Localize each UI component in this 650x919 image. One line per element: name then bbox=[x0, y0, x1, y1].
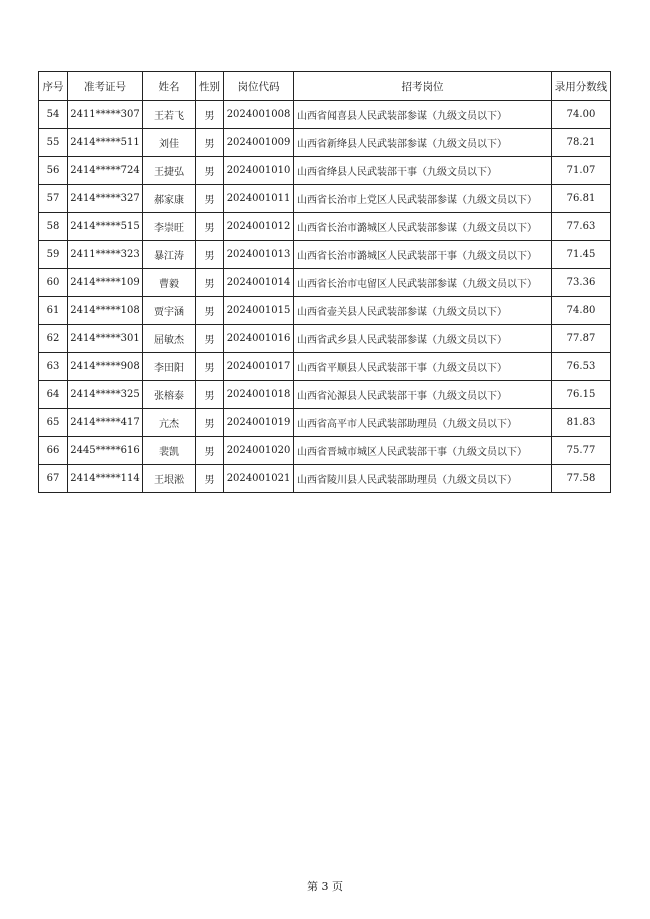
cell-exam-id: 2414*****114 bbox=[68, 465, 143, 493]
cell-index: 62 bbox=[39, 325, 68, 353]
cell-index: 63 bbox=[39, 353, 68, 381]
cell-post: 山西省绛县人民武装部干事（九级文员以下） bbox=[294, 157, 552, 185]
cell-post-code: 2024001009 bbox=[224, 129, 294, 157]
cell-gender: 男 bbox=[196, 325, 224, 353]
cell-score: 76.81 bbox=[552, 185, 611, 213]
cell-exam-id: 2414*****301 bbox=[68, 325, 143, 353]
cell-post-code: 2024001018 bbox=[224, 381, 294, 409]
cell-exam-id: 2414*****108 bbox=[68, 297, 143, 325]
col-header-exam-id: 准考证号 bbox=[68, 72, 143, 101]
table-row bbox=[39, 101, 611, 129]
table-row bbox=[39, 157, 611, 185]
cell-post-code: 2024001019 bbox=[224, 409, 294, 437]
cell-post: 山西省长治市屯留区人民武装部参谋（九级文员以下） bbox=[294, 269, 552, 297]
cell-gender: 男 bbox=[196, 409, 224, 437]
cell-post: 山西省长治市上党区人民武装部参谋（九级文员以下） bbox=[294, 185, 552, 213]
cell-index: 54 bbox=[39, 101, 68, 129]
cell-exam-id: 2414*****515 bbox=[68, 213, 143, 241]
cell-post: 山西省高平市人民武装部助理员（九级文员以下） bbox=[294, 409, 552, 437]
cell-index: 66 bbox=[39, 437, 68, 465]
cell-post: 山西省壶关县人民武装部参谋（九级文员以下） bbox=[294, 297, 552, 325]
cell-name: 亢杰 bbox=[143, 409, 196, 437]
cell-post: 山西省晋城市城区人民武装部干事（九级文员以下） bbox=[294, 437, 552, 465]
table-row bbox=[39, 409, 611, 437]
cell-score: 78.21 bbox=[552, 129, 611, 157]
cell-score: 73.36 bbox=[552, 269, 611, 297]
cell-gender: 男 bbox=[196, 437, 224, 465]
cell-gender: 男 bbox=[196, 101, 224, 129]
cell-gender: 男 bbox=[196, 213, 224, 241]
header-row bbox=[39, 72, 611, 101]
col-header-post: 招考岗位 bbox=[294, 72, 552, 101]
cell-score: 76.53 bbox=[552, 353, 611, 381]
cell-score: 81.83 bbox=[552, 409, 611, 437]
cell-post-code: 2024001020 bbox=[224, 437, 294, 465]
cell-gender: 男 bbox=[196, 297, 224, 325]
cell-index: 55 bbox=[39, 129, 68, 157]
cell-gender: 男 bbox=[196, 465, 224, 493]
cell-exam-id: 2414*****724 bbox=[68, 157, 143, 185]
cell-name: 裴凯 bbox=[143, 437, 196, 465]
table-row bbox=[39, 241, 611, 269]
cell-gender: 男 bbox=[196, 185, 224, 213]
cell-gender: 男 bbox=[196, 269, 224, 297]
table-body bbox=[39, 101, 611, 493]
cell-score: 75.77 bbox=[552, 437, 611, 465]
cell-index: 60 bbox=[39, 269, 68, 297]
cell-index: 67 bbox=[39, 465, 68, 493]
cell-exam-id: 2414*****325 bbox=[68, 381, 143, 409]
cell-post-code: 2024001016 bbox=[224, 325, 294, 353]
table-row bbox=[39, 269, 611, 297]
cell-score: 76.15 bbox=[552, 381, 611, 409]
cell-post-code: 2024001008 bbox=[224, 101, 294, 129]
cell-gender: 男 bbox=[196, 129, 224, 157]
cell-name: 王若飞 bbox=[143, 101, 196, 129]
table-row bbox=[39, 297, 611, 325]
cell-index: 65 bbox=[39, 409, 68, 437]
cell-name: 李崇旺 bbox=[143, 213, 196, 241]
cell-name: 屈敏杰 bbox=[143, 325, 196, 353]
cell-index: 59 bbox=[39, 241, 68, 269]
cell-index: 56 bbox=[39, 157, 68, 185]
results-table bbox=[38, 71, 611, 493]
cell-post: 山西省武乡县人民武装部参谋（九级文员以下） bbox=[294, 325, 552, 353]
cell-post-code: 2024001013 bbox=[224, 241, 294, 269]
cell-name: 郝家康 bbox=[143, 185, 196, 213]
cell-post-code: 2024001011 bbox=[224, 185, 294, 213]
table-row bbox=[39, 381, 611, 409]
cell-gender: 男 bbox=[196, 381, 224, 409]
cell-name: 王垠淞 bbox=[143, 465, 196, 493]
cell-name: 李田阳 bbox=[143, 353, 196, 381]
cell-name: 王捷弘 bbox=[143, 157, 196, 185]
cell-index: 64 bbox=[39, 381, 68, 409]
cell-name: 张榕泰 bbox=[143, 381, 196, 409]
col-header-post-code: 岗位代码 bbox=[224, 72, 294, 101]
table-row bbox=[39, 213, 611, 241]
cell-post-code: 2024001014 bbox=[224, 269, 294, 297]
cell-exam-id: 2414*****511 bbox=[68, 129, 143, 157]
cell-post: 山西省沁源县人民武装部干事（九级文员以下） bbox=[294, 381, 552, 409]
cell-index: 57 bbox=[39, 185, 68, 213]
table-row bbox=[39, 353, 611, 381]
cell-exam-id: 2414*****327 bbox=[68, 185, 143, 213]
table-row bbox=[39, 185, 611, 213]
cell-score: 71.07 bbox=[552, 157, 611, 185]
cell-index: 61 bbox=[39, 297, 68, 325]
cell-gender: 男 bbox=[196, 353, 224, 381]
cell-exam-id: 2414*****908 bbox=[68, 353, 143, 381]
cell-score: 77.87 bbox=[552, 325, 611, 353]
cell-post-code: 2024001012 bbox=[224, 213, 294, 241]
table-row bbox=[39, 465, 611, 493]
cell-post-code: 2024001017 bbox=[224, 353, 294, 381]
cell-post: 山西省长治市潞城区人民武装部干事（九级文员以下） bbox=[294, 241, 552, 269]
cell-post: 山西省长治市潞城区人民武装部参谋（九级文员以下） bbox=[294, 213, 552, 241]
cell-exam-id: 2445*****616 bbox=[68, 437, 143, 465]
cell-name: 曹毅 bbox=[143, 269, 196, 297]
cell-name: 贾宇涵 bbox=[143, 297, 196, 325]
cell-post: 山西省陵川县人民武装部助理员（九级文员以下） bbox=[294, 465, 552, 493]
cell-post-code: 2024001015 bbox=[224, 297, 294, 325]
cell-score: 77.63 bbox=[552, 213, 611, 241]
cell-name: 刘佳 bbox=[143, 129, 196, 157]
cell-name: 暴江涛 bbox=[143, 241, 196, 269]
cell-score: 71.45 bbox=[552, 241, 611, 269]
cell-post: 山西省平顺县人民武装部干事（九级文员以下） bbox=[294, 353, 552, 381]
col-header-gender: 性别 bbox=[196, 72, 224, 101]
table-row bbox=[39, 437, 611, 465]
cell-post-code: 2024001010 bbox=[224, 157, 294, 185]
col-header-name: 姓名 bbox=[143, 72, 196, 101]
cell-post-code: 2024001021 bbox=[224, 465, 294, 493]
table-row bbox=[39, 129, 611, 157]
page-number: 第 3 页 bbox=[307, 880, 343, 893]
cell-score: 74.80 bbox=[552, 297, 611, 325]
col-header-score: 录用分数线 bbox=[552, 72, 611, 101]
cell-score: 74.00 bbox=[552, 101, 611, 129]
cell-exam-id: 2414*****109 bbox=[68, 269, 143, 297]
cell-exam-id: 2414*****417 bbox=[68, 409, 143, 437]
cell-exam-id: 2411*****307 bbox=[68, 101, 143, 129]
cell-score: 77.58 bbox=[552, 465, 611, 493]
col-header-index: 序号 bbox=[39, 72, 68, 101]
cell-index: 58 bbox=[39, 213, 68, 241]
cell-post: 山西省新绛县人民武装部参谋（九级文员以下） bbox=[294, 129, 552, 157]
cell-exam-id: 2411*****323 bbox=[68, 241, 143, 269]
cell-gender: 男 bbox=[196, 241, 224, 269]
table-row bbox=[39, 325, 611, 353]
cell-post: 山西省闻喜县人民武装部参谋（九级文员以下） bbox=[294, 101, 552, 129]
cell-gender: 男 bbox=[196, 157, 224, 185]
